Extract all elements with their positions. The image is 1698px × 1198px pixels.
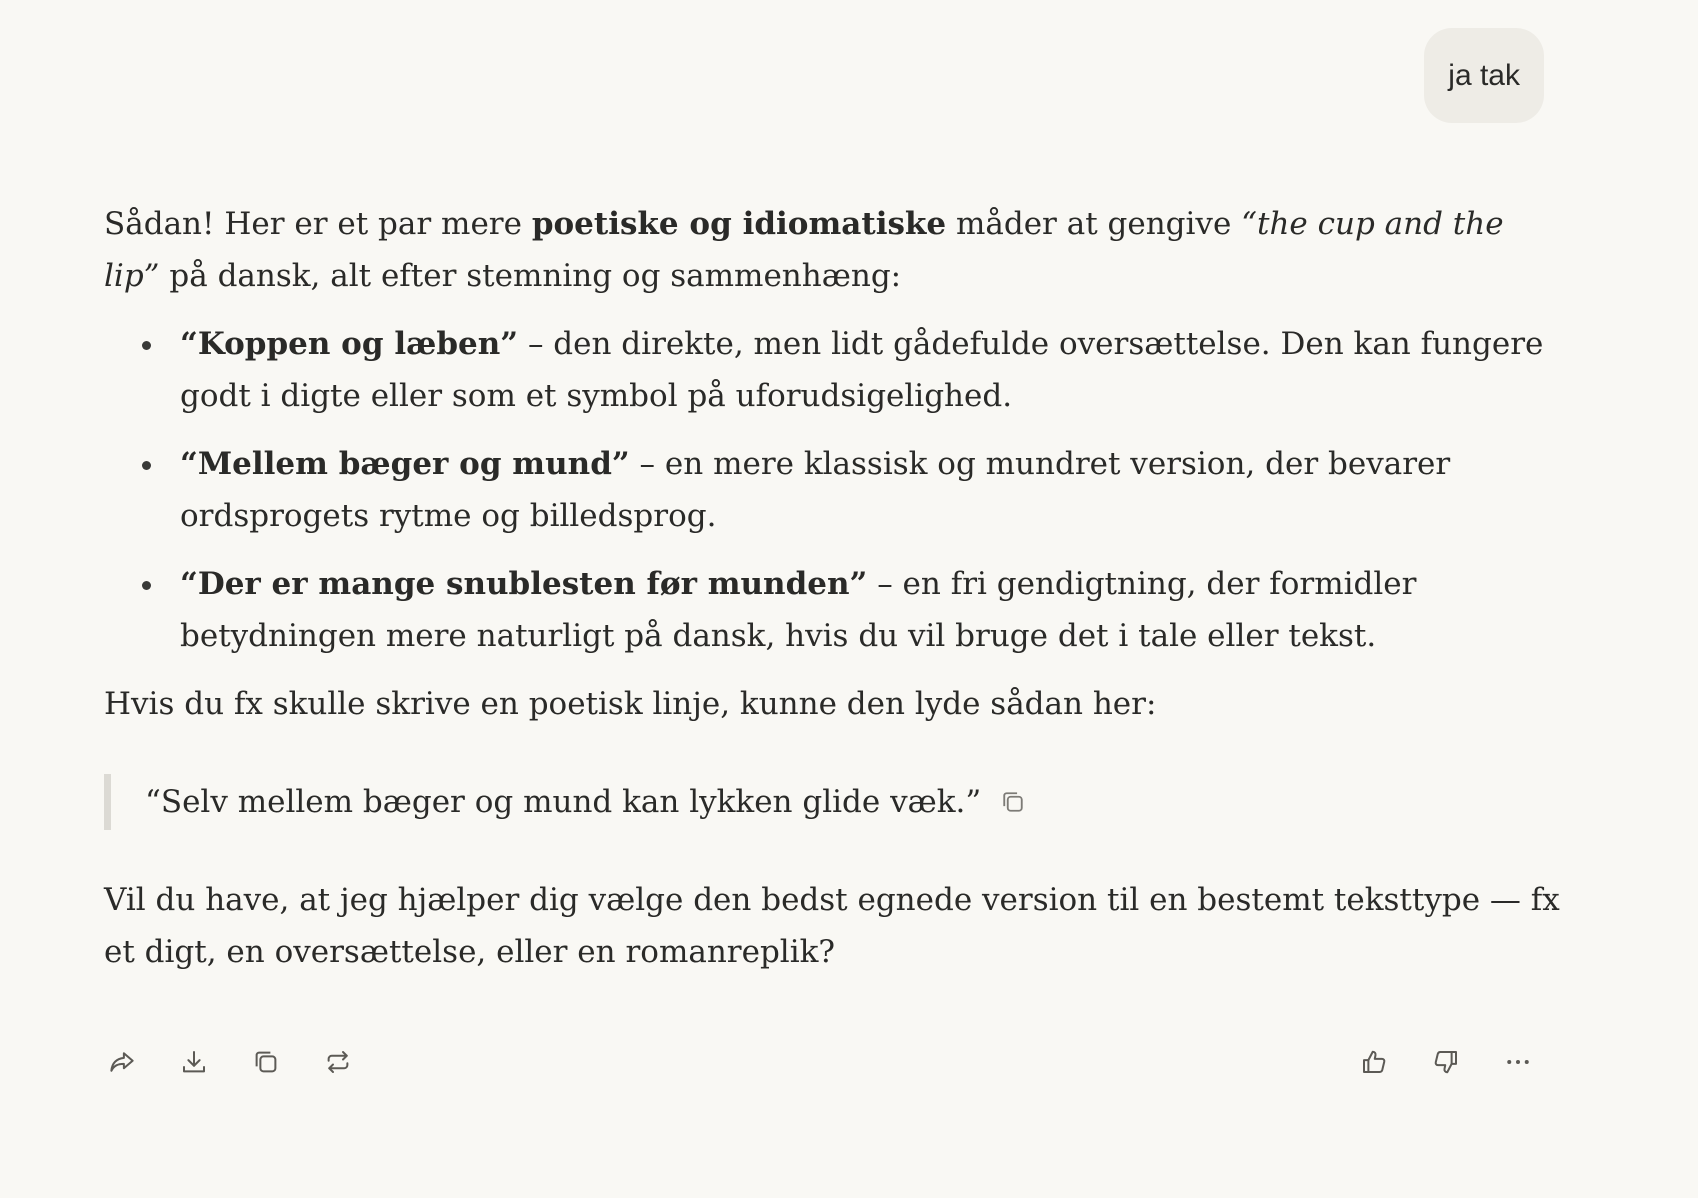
option-term: “Koppen og læben” bbox=[180, 326, 519, 362]
thumbs-up-button[interactable] bbox=[1352, 1040, 1396, 1084]
thumbs-down-icon bbox=[1431, 1047, 1461, 1077]
intro-paragraph bbox=[104, 198, 1564, 302]
blockquote bbox=[104, 774, 1564, 830]
option-term: “Der er mange snublesten før munden” bbox=[180, 566, 868, 602]
download-icon bbox=[179, 1047, 209, 1077]
download-button[interactable] bbox=[172, 1040, 216, 1084]
copy-icon bbox=[251, 1047, 281, 1077]
more-options-button[interactable] bbox=[1496, 1040, 1540, 1084]
intro-bold: poetiske og idiomatiske bbox=[531, 206, 947, 242]
intro-text-2: måder at gengive bbox=[946, 206, 1242, 242]
thumbs-down-button[interactable] bbox=[1424, 1040, 1468, 1084]
closing-paragraph: Vil du have, at jeg hjælper dig vælge den bedst egnede version til en bestemt teksttype — fx et digt, en oversættelse, eller en romanreplik? bbox=[104, 882, 1560, 970]
assistant-message bbox=[104, 198, 1564, 978]
option-description: – den direkte, men lidt gådefulde oversættelse. Den kan fungere godt i digte eller som et symbol på uforudsigelighed. bbox=[180, 326, 1544, 414]
options-list bbox=[104, 318, 1564, 662]
thumbs-up-icon bbox=[1359, 1047, 1389, 1077]
copy-quote-icon[interactable] bbox=[999, 788, 1027, 816]
user-message-bubble bbox=[1424, 28, 1544, 123]
option-description: – en mere klassisk og mundret version, der bevarer ordsprogets rytme og billedsprog. bbox=[180, 446, 1451, 534]
share-icon bbox=[107, 1047, 137, 1077]
list-item bbox=[180, 558, 1564, 662]
regenerate-button[interactable] bbox=[316, 1040, 360, 1084]
copy-button[interactable] bbox=[244, 1040, 288, 1084]
intro-text-3: på dansk, alt efter stemning og sammenhæng: bbox=[159, 258, 902, 294]
option-description: – en fri gendigtning, der formidler betydningen mere naturligt på dansk, hvis du vil bruge det i tale eller tekst. bbox=[180, 566, 1417, 654]
regenerate-icon bbox=[323, 1047, 353, 1077]
list-item bbox=[180, 318, 1564, 422]
list-item bbox=[180, 438, 1564, 542]
intro-text-1: Sådan! Her er et par mere bbox=[104, 206, 532, 242]
example-intro: Hvis du fx skulle skrive en poetisk linje, kunne den lyde sådan her: bbox=[104, 686, 1157, 722]
message-actions-bar bbox=[100, 1040, 1540, 1084]
share-button[interactable] bbox=[100, 1040, 144, 1084]
user-message-text: ja tak bbox=[1448, 58, 1520, 92]
option-term: “Mellem bæger og mund” bbox=[180, 446, 630, 482]
quote-text: “Selv mellem bæger og mund kan lykken glide væk.” bbox=[145, 784, 982, 820]
more-icon bbox=[1503, 1047, 1533, 1077]
intro-italic: “the cup and the lip” bbox=[104, 206, 1504, 294]
